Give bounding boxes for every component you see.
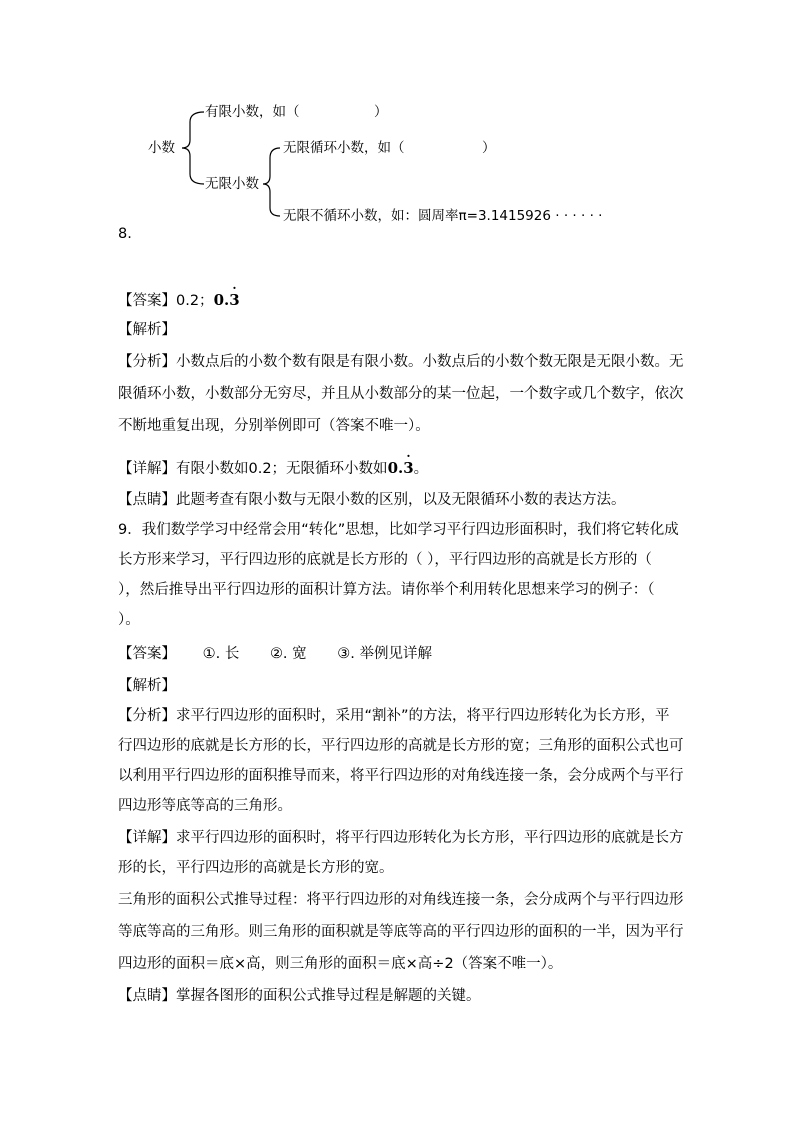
diagram-infinite: 无限小数 (205, 176, 259, 192)
q8-fenxi-line-0 (118, 352, 684, 372)
diagram-finite: 有限小数，如（ (205, 104, 300, 120)
brace-decimal (182, 112, 204, 184)
q9-dianjing-label: 【点睛】 (118, 988, 176, 1004)
q9-fenxi-text-0: 求平行四边形的面积时，采用“割补”的方法，将平行四边形转化为长方形，平 (176, 708, 670, 724)
q9-dianjing-text: 掌握各图形的面积公式推导过程是解题的关键。 (176, 988, 481, 1004)
q9-triangle-line-2: 四边形的面积＝底×高，则三角形的面积＝底×高÷2（答案不唯一）。 (118, 956, 563, 972)
diagram-repeating: 无限循环小数，如（ (283, 140, 405, 156)
diagram-nonrepeating: 无限不循环小数，如：圆周率π=3.1415926 · · · · · · (283, 208, 603, 224)
q8-xiangjie-end: 。 (413, 461, 429, 477)
q8-xiangjie-text: 有限小数如0.2；无限循环小数如 (176, 461, 388, 477)
q8-fenxi-line-2: 不断地重复出现，分别举例即可（答案不唯一）。 (118, 418, 430, 434)
q8-jiexi-label: 【解析】 (118, 322, 176, 338)
q9-triangle-line-0: 三角形的面积公式推导过程：将平行四边形的对角线连接一条，会分成两个与平行四边形 (118, 892, 684, 908)
diagram-root: 小数 (148, 140, 175, 156)
q9-question-line-2: ），然后推导出平行四边形的面积计算方法。请你举个利用转化思想来学习的例子：（ (118, 582, 655, 598)
q9-answer-2: ②. 宽 (269, 646, 307, 662)
q9-question-line-0: 9．我们数学学习中经常会用“转化”思想，比如学习平行四边形面积时，我们将它转化成 (118, 522, 679, 538)
q9-question-line-3: ）。 (118, 612, 140, 628)
q9-answer (118, 644, 432, 664)
q8-dianjing-label: 【点睛】 (118, 492, 176, 508)
q8-dianjing (118, 490, 626, 510)
q8-fenxi-line-1: 限循环小数，小数部分无穷尽，并且从小数部分的某一位起，一个数字或几个数字，依次 (118, 386, 684, 402)
diagram-braces (0, 0, 794, 240)
q8-xiangjie-recurring (387, 449, 414, 478)
q9-question-line-1: 长方形来学习，平行四边形的底就是长方形的（ ），平行四边形的高就是长方形的（ (118, 552, 652, 568)
q8-xiangjie (118, 449, 429, 479)
q9-answer-label: 【答案】 (118, 646, 176, 662)
brace-infinite (263, 148, 280, 216)
q9-xiangjie-label: 【详解】 (118, 830, 176, 846)
q8-xiangjie-label: 【详解】 (118, 461, 176, 477)
q8-recurring-decimal (213, 281, 240, 310)
q8-recurring-int: 0. (213, 291, 230, 309)
q8-recurring-digit: 3 (229, 291, 240, 309)
q8-recurring-dot: · (232, 281, 237, 295)
q9-xiangjie-line-0 (118, 828, 684, 848)
q8-xiangjie-recurring-dot: · (406, 449, 411, 463)
q8-answer-label: 【答案】 (118, 293, 176, 309)
q9-xiangjie-line-1: 形的长，平行四边形的高就是长方形的宽。 (118, 860, 394, 876)
q8-xiangjie-recurring-int: 0. (387, 459, 404, 477)
q9-triangle-line-1: 等底等高的三角形。则三角形的面积就是等底等高的平行四边形的面积的一半，因为平行 (118, 924, 684, 940)
q9-fenxi-label: 【分析】 (118, 708, 176, 724)
q9-answer-1: ①. 长 (202, 646, 240, 662)
q9-fenxi-line-1: 行四边形的底就是长方形的长，平行四边形的高就是长方形的宽；三角形的面积公式也可 (118, 738, 684, 754)
q9-fenxi-line-3: 四边形等底等高的三角形。 (118, 798, 292, 814)
q8-fenxi-text-0: 小数点后的小数个数有限是有限小数。小数点后的小数个数无限是无限小数。无 (176, 354, 684, 370)
diagram-repeating-close: ） (482, 140, 496, 156)
q9-dianjing (118, 986, 481, 1006)
q8-fenxi-label: 【分析】 (118, 354, 176, 370)
q8-number: 8. (118, 226, 132, 242)
q9-jiexi-label: 【解析】 (118, 678, 176, 694)
diagram-finite-close: ） (374, 104, 388, 120)
q8-answer-text: 0.2； (176, 293, 214, 309)
q8-xiangjie-recurring-digit: 3 (403, 459, 414, 477)
q8-answer (118, 281, 240, 311)
q8-dianjing-text: 此题考查有限小数与无限小数的区别，以及无限循环小数的表达方法。 (176, 492, 626, 508)
q9-fenxi-line-2: 以利用平行四边形的面积推导而来，将平行四边形的对角线连接一条，会分成两个与平行 (118, 768, 684, 784)
q9-fenxi-line-0 (118, 706, 670, 726)
q9-answer-3: ③. 举例见详解 (337, 646, 432, 662)
q9-xiangjie-text-0: 求平行四边形的面积时，将平行四边形转化为长方形，平行四边形的底就是长方 (176, 830, 684, 846)
